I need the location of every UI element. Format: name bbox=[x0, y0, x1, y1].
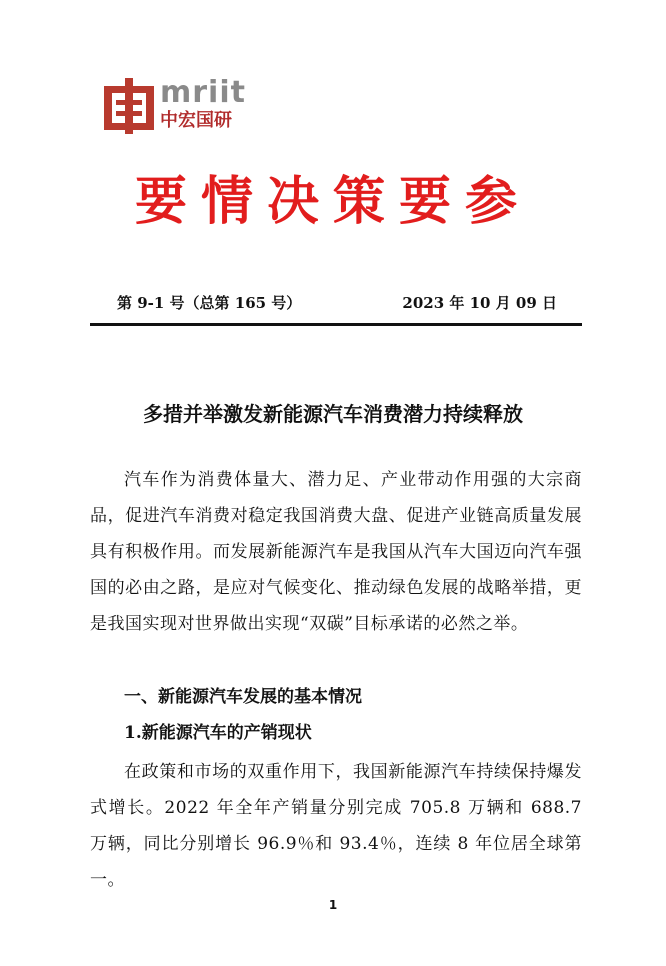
mriit-logo-mark-icon bbox=[104, 78, 154, 134]
logo-name-en: mriit bbox=[160, 75, 246, 110]
page-number: 1 bbox=[328, 898, 338, 912]
section-heading: 一、新能源汽车发展的基本情况 bbox=[124, 687, 362, 707]
subsection-heading: 1.新能源汽车的产销现状 bbox=[124, 723, 312, 743]
body-paragraph: 在政策和市场的双重作用下，我国新能源汽车持续保持爆发式增长。2022 年全年产销量分别完成 705.8 万辆和 688.7 万辆，同比分别增长 96.9％和 93.4％，连续 8 年位居全球第一。 bbox=[90, 762, 582, 890]
logo-name-cn: 中宏国研 bbox=[160, 110, 232, 131]
article-title: 多措并举激发新能源汽车消费潜力持续释放 bbox=[143, 402, 523, 426]
header-divider bbox=[90, 323, 582, 326]
logo bbox=[104, 75, 246, 136]
issue-info bbox=[117, 292, 557, 314]
masthead-title: 要情决策要参 bbox=[134, 172, 531, 232]
issue-number: 第 9-1 号（总第 165 号） bbox=[117, 294, 302, 312]
body-paragraph: 汽车作为消费体量大、潜力足、产业带动作用强的大宗商品，促进汽车消费对稳定我国消费大盘、促进产业链高质量发展具有积极作用。而发展新能源汽车是我国从汽车大国迈向汽车强国的必由之路，是应对气候变化、推动绿色发展的战略举措，更是我国实现对世界做出实现“双碳”目标承诺的必然之举。 bbox=[90, 470, 582, 634]
issue-date: 2023 年 10 月 09 日 bbox=[402, 294, 557, 312]
